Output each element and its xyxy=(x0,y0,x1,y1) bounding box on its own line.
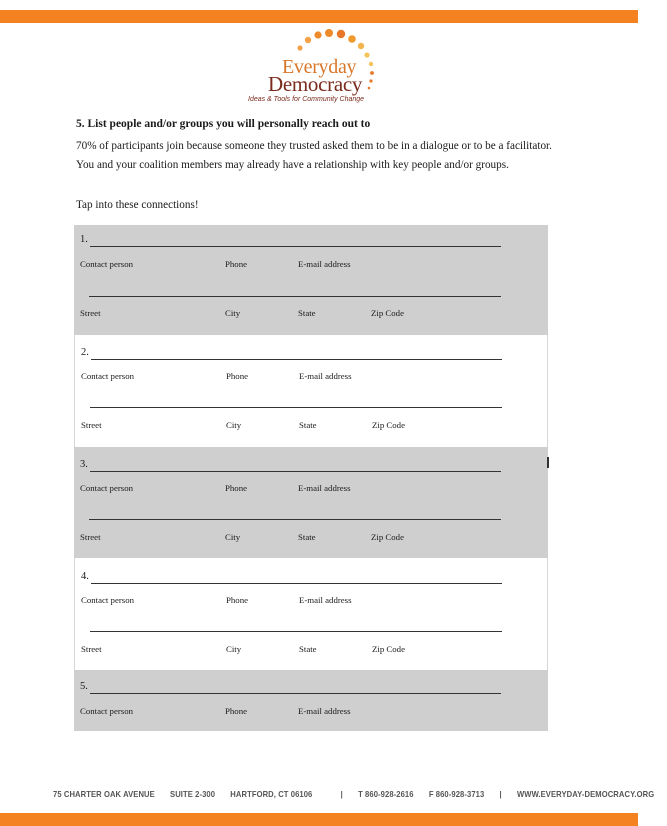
contact-name-line[interactable] xyxy=(90,693,501,694)
email-label: E-mail address xyxy=(299,595,352,605)
email-label: E-mail address xyxy=(299,371,352,381)
logo-wordmark-everyday: Everyday xyxy=(282,56,357,78)
street-label: Street xyxy=(80,308,101,318)
contact-name-line[interactable] xyxy=(91,359,502,360)
phone-label: Phone xyxy=(225,259,247,269)
logo-wordmark-democracy: Democracy xyxy=(268,72,363,96)
bottom-accent-bar xyxy=(0,813,638,826)
address-line[interactable] xyxy=(90,407,502,408)
callout-text: Tap into these connections! xyxy=(76,199,199,211)
contact-person-label: Contact person xyxy=(80,483,134,493)
footer-separator: | xyxy=(340,790,343,799)
contact-entry-1 xyxy=(74,225,548,335)
entry-number: 5. xyxy=(80,681,88,692)
street-label: Street xyxy=(81,644,102,654)
logo-tagline: Ideas & Tools for Community Change xyxy=(248,96,365,103)
footer-separator: | xyxy=(499,790,502,799)
zip-code-label: Zip Code xyxy=(371,308,404,318)
city-label: City xyxy=(225,532,241,542)
address-line[interactable] xyxy=(90,631,502,632)
everyday-democracy-logo xyxy=(238,28,408,108)
contact-name-line[interactable] xyxy=(90,471,501,472)
city-label: City xyxy=(226,420,242,430)
contacts-form-table xyxy=(74,225,548,731)
email-label: E-mail address xyxy=(298,483,351,493)
state-label: State xyxy=(298,308,316,318)
state-label: State xyxy=(299,420,317,430)
city-label: City xyxy=(226,644,242,654)
city-label: City xyxy=(225,308,241,318)
footer-suite: SUITE 2-300 xyxy=(170,790,216,799)
contact-person-label: Contact person xyxy=(80,259,134,269)
contact-person-label: Contact person xyxy=(81,595,135,605)
contact-person-label: Contact person xyxy=(81,371,135,381)
street-label: Street xyxy=(80,532,101,542)
footer-website[interactable]: WWW.EVERYDAY-DEMOCRACY.ORG xyxy=(517,790,655,799)
address-line[interactable] xyxy=(89,296,501,297)
contact-person-label: Contact person xyxy=(80,706,134,716)
margin-mark xyxy=(547,457,549,468)
phone-label: Phone xyxy=(225,706,247,716)
footer-phone: T 860-928-2616 xyxy=(358,790,414,799)
contact-entry-3 xyxy=(74,447,548,558)
state-label: State xyxy=(298,532,316,542)
street-label: Street xyxy=(81,420,102,430)
entry-number: 4. xyxy=(81,571,89,582)
footer-city: HARTFORD, CT 06106 xyxy=(230,790,313,799)
address-line[interactable] xyxy=(89,519,501,520)
email-label: E-mail address xyxy=(298,259,351,269)
zip-code-label: Zip Code xyxy=(371,532,404,542)
email-label: E-mail address xyxy=(298,706,351,716)
entry-number: 1. xyxy=(80,234,88,245)
top-accent-bar xyxy=(0,10,638,23)
contact-name-line[interactable] xyxy=(91,583,502,584)
entry-number: 3. xyxy=(80,459,88,470)
contact-entry-5 xyxy=(74,670,548,731)
contact-entry-2 xyxy=(74,335,548,447)
entry-number: 2. xyxy=(81,347,89,358)
phone-label: Phone xyxy=(226,595,248,605)
footer-fax: F 860-928-3713 xyxy=(428,790,485,799)
contact-entry-4 xyxy=(74,558,548,670)
zip-code-label: Zip Code xyxy=(372,420,405,430)
phone-label: Phone xyxy=(226,371,248,381)
zip-code-label: Zip Code xyxy=(372,644,405,654)
phone-label: Phone xyxy=(225,483,247,493)
intro-paragraph: 70% of participants join because someone they trusted asked them to be in a dialogue or to be a facilitator. You and your coalition members may already have a relationship with key people and/or groups. xyxy=(76,140,552,171)
state-label: State xyxy=(299,644,317,654)
footer-street: 75 CHARTER OAK AVENUE xyxy=(53,790,155,799)
contact-name-line[interactable] xyxy=(90,246,501,247)
section-heading: 5. List people and/or groups you will personally reach out to xyxy=(76,118,371,130)
footer-contact-line xyxy=(53,790,655,799)
